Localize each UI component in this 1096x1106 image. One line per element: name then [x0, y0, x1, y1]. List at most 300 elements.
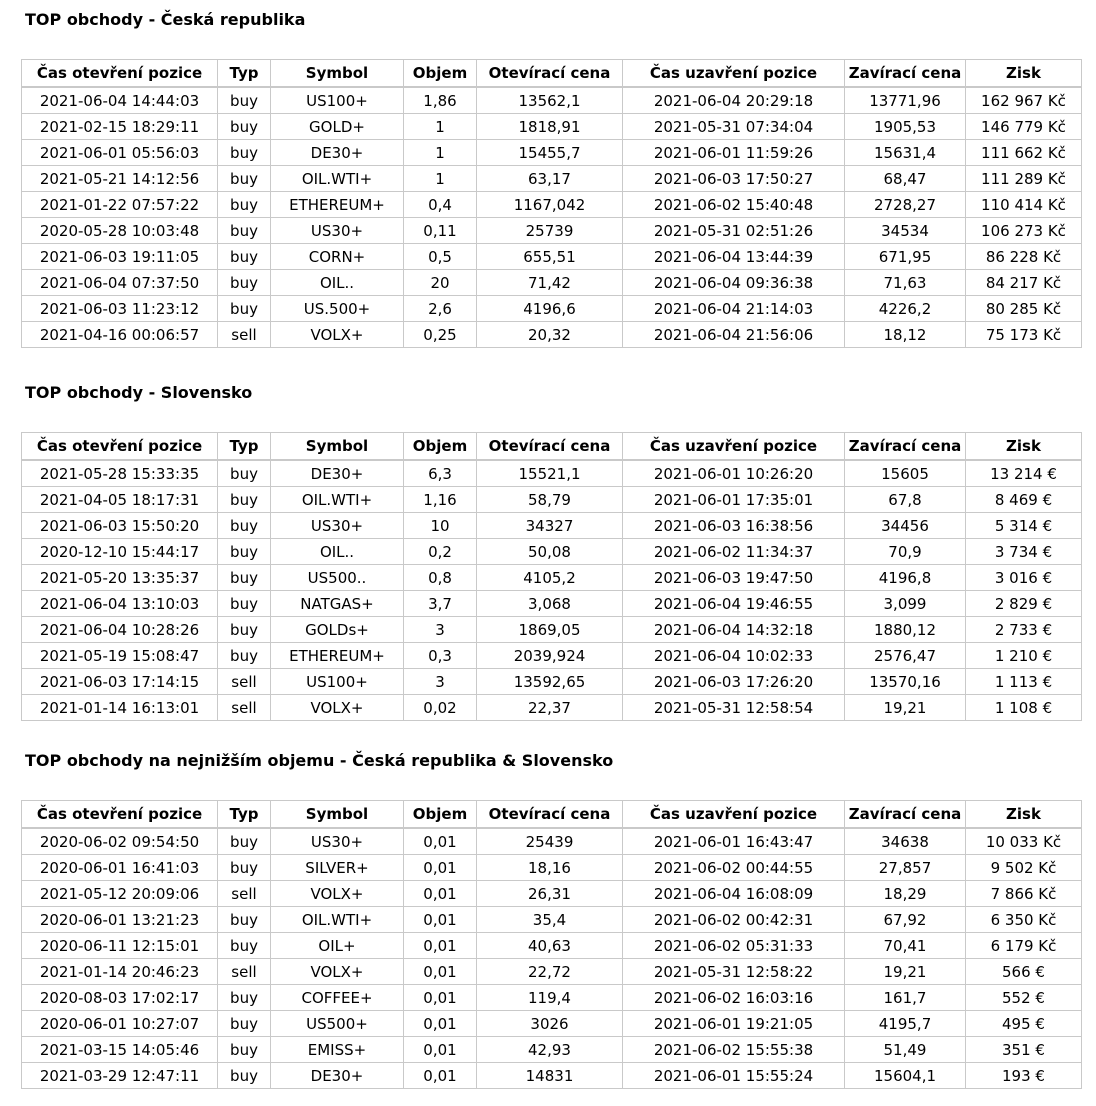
- cell-volume: 0,2: [404, 539, 477, 565]
- cell-close-time: 2021-05-31 02:51:26: [623, 218, 845, 244]
- cell-symbol: US30+: [271, 218, 404, 244]
- section-title: TOP obchody - Česká republika: [25, 10, 306, 29]
- column-header-type: Typ: [218, 433, 271, 461]
- column-header-symbol: Symbol: [271, 801, 404, 829]
- cell-close-price: 70,9: [845, 539, 966, 565]
- cell-open-price: 50,08: [477, 539, 623, 565]
- cell-open-price: 4196,6: [477, 296, 623, 322]
- cell-type: buy: [218, 643, 271, 669]
- cell-close-time: 2021-06-04 21:14:03: [623, 296, 845, 322]
- cell-type: buy: [218, 296, 271, 322]
- column-header-open-price: Otevírací cena: [477, 801, 623, 829]
- column-header-open-price: Otevírací cena: [477, 433, 623, 461]
- cell-volume: 0,4: [404, 192, 477, 218]
- cell-profit: 162 967 Kč: [966, 87, 1082, 114]
- cell-profit: 8 469 €: [966, 487, 1082, 513]
- cell-profit: 75 173 Kč: [966, 322, 1082, 348]
- cell-open-time: 2021-06-01 05:56:03: [22, 140, 218, 166]
- cell-open-time: 2021-01-22 07:57:22: [22, 192, 218, 218]
- cell-open-time: 2021-06-04 10:28:26: [22, 617, 218, 643]
- cell-profit: 495 €: [966, 1011, 1082, 1037]
- cell-volume: 0,3: [404, 643, 477, 669]
- trades-table: [21, 800, 1082, 1089]
- cell-open-price: 1167,042: [477, 192, 623, 218]
- cell-symbol: OIL.WTI+: [271, 487, 404, 513]
- cell-close-time: 2021-06-01 17:35:01: [623, 487, 845, 513]
- table-row: [22, 907, 1082, 933]
- cell-profit: 111 289 Kč: [966, 166, 1082, 192]
- column-header-volume: Objem: [404, 433, 477, 461]
- column-header-close-time: Čas uzavření pozice: [623, 433, 845, 461]
- table-row: [22, 460, 1082, 487]
- cell-open-time: 2020-12-10 15:44:17: [22, 539, 218, 565]
- column-header-type: Typ: [218, 801, 271, 829]
- cell-volume: 0,01: [404, 881, 477, 907]
- cell-close-time: 2021-06-04 10:02:33: [623, 643, 845, 669]
- cell-close-time: 2021-06-04 14:32:18: [623, 617, 845, 643]
- cell-open-time: 2021-06-04 13:10:03: [22, 591, 218, 617]
- cell-close-time: 2021-06-02 00:42:31: [623, 907, 845, 933]
- cell-close-price: 15604,1: [845, 1063, 966, 1089]
- cell-volume: 1: [404, 140, 477, 166]
- table-row: [22, 1037, 1082, 1063]
- cell-open-price: 26,31: [477, 881, 623, 907]
- cell-close-price: 18,29: [845, 881, 966, 907]
- cell-close-price: 4195,7: [845, 1011, 966, 1037]
- cell-volume: 1: [404, 114, 477, 140]
- cell-open-price: 14831: [477, 1063, 623, 1089]
- cell-close-time: 2021-05-31 12:58:54: [623, 695, 845, 721]
- cell-open-price: 42,93: [477, 1037, 623, 1063]
- cell-open-time: 2021-06-04 14:44:03: [22, 87, 218, 114]
- table-row: [22, 140, 1082, 166]
- cell-volume: 10: [404, 513, 477, 539]
- cell-profit: 86 228 Kč: [966, 244, 1082, 270]
- cell-symbol: DE30+: [271, 140, 404, 166]
- cell-type: buy: [218, 140, 271, 166]
- cell-open-price: 22,37: [477, 695, 623, 721]
- table-row: [22, 959, 1082, 985]
- cell-close-time: 2021-06-04 21:56:06: [623, 322, 845, 348]
- trades-table: [21, 59, 1082, 348]
- cell-open-time: 2021-06-03 15:50:20: [22, 513, 218, 539]
- cell-volume: 3,7: [404, 591, 477, 617]
- cell-open-time: 2021-06-03 17:14:15: [22, 669, 218, 695]
- cell-type: sell: [218, 322, 271, 348]
- cell-close-time: 2021-06-04 16:08:09: [623, 881, 845, 907]
- table-row: [22, 828, 1082, 855]
- cell-symbol: ETHEREUM+: [271, 192, 404, 218]
- cell-open-time: 2021-03-15 14:05:46: [22, 1037, 218, 1063]
- cell-open-time: 2021-05-21 14:12:56: [22, 166, 218, 192]
- table-row: [22, 669, 1082, 695]
- cell-type: sell: [218, 881, 271, 907]
- column-header-open-time: Čas otevření pozice: [22, 433, 218, 461]
- cell-type: sell: [218, 959, 271, 985]
- cell-open-price: 2039,924: [477, 643, 623, 669]
- cell-type: buy: [218, 166, 271, 192]
- cell-open-price: 13592,65: [477, 669, 623, 695]
- cell-symbol: COFFEE+: [271, 985, 404, 1011]
- cell-close-price: 70,41: [845, 933, 966, 959]
- cell-type: buy: [218, 1011, 271, 1037]
- cell-open-time: 2020-06-11 12:15:01: [22, 933, 218, 959]
- column-header-close-time: Čas uzavření pozice: [623, 60, 845, 88]
- cell-volume: 0,01: [404, 933, 477, 959]
- cell-volume: 1,86: [404, 87, 477, 114]
- cell-symbol: CORN+: [271, 244, 404, 270]
- cell-volume: 0,25: [404, 322, 477, 348]
- cell-type: buy: [218, 87, 271, 114]
- column-header-volume: Objem: [404, 801, 477, 829]
- table-row: [22, 487, 1082, 513]
- cell-profit: 5 314 €: [966, 513, 1082, 539]
- cell-close-price: 2728,27: [845, 192, 966, 218]
- cell-close-time: 2021-06-02 15:40:48: [623, 192, 845, 218]
- table-row: [22, 114, 1082, 140]
- column-header-type: Typ: [218, 60, 271, 88]
- cell-volume: 0,01: [404, 1011, 477, 1037]
- cell-close-time: 2021-06-01 11:59:26: [623, 140, 845, 166]
- cell-type: buy: [218, 270, 271, 296]
- cell-volume: 0,01: [404, 1063, 477, 1089]
- cell-open-price: 3026: [477, 1011, 623, 1037]
- cell-symbol: OIL.WTI+: [271, 907, 404, 933]
- cell-close-time: 2021-06-02 05:31:33: [623, 933, 845, 959]
- cell-open-time: 2020-08-03 17:02:17: [22, 985, 218, 1011]
- cell-profit: 13 214 €: [966, 460, 1082, 487]
- cell-close-price: 68,47: [845, 166, 966, 192]
- table-row: [22, 166, 1082, 192]
- cell-close-price: 13570,16: [845, 669, 966, 695]
- cell-close-time: 2021-06-02 00:44:55: [623, 855, 845, 881]
- table-header-row: [22, 433, 1082, 461]
- section-title: TOP obchody na nejnižším objemu - Česká republika & Slovensko: [25, 751, 614, 770]
- cell-type: buy: [218, 513, 271, 539]
- cell-open-time: 2020-06-01 10:27:07: [22, 1011, 218, 1037]
- table-row: [22, 192, 1082, 218]
- cell-volume: 0,02: [404, 695, 477, 721]
- cell-close-time: 2021-06-03 19:47:50: [623, 565, 845, 591]
- table-row: [22, 270, 1082, 296]
- cell-type: buy: [218, 192, 271, 218]
- table-row: [22, 1011, 1082, 1037]
- cell-volume: 3: [404, 669, 477, 695]
- column-header-close-price: Zavírací cena: [845, 60, 966, 88]
- column-header-profit: Zisk: [966, 433, 1082, 461]
- cell-symbol: DE30+: [271, 1063, 404, 1089]
- table-row: [22, 695, 1082, 721]
- table-row: [22, 244, 1082, 270]
- cell-close-price: 161,7: [845, 985, 966, 1011]
- cell-open-price: 25739: [477, 218, 623, 244]
- cell-open-price: 3,068: [477, 591, 623, 617]
- cell-type: buy: [218, 855, 271, 881]
- column-header-open-price: Otevírací cena: [477, 60, 623, 88]
- cell-close-price: 19,21: [845, 695, 966, 721]
- cell-profit: 566 €: [966, 959, 1082, 985]
- table-row: [22, 565, 1082, 591]
- cell-open-price: 655,51: [477, 244, 623, 270]
- cell-profit: 1 210 €: [966, 643, 1082, 669]
- cell-close-price: 4196,8: [845, 565, 966, 591]
- cell-symbol: US.500+: [271, 296, 404, 322]
- cell-open-price: 20,32: [477, 322, 623, 348]
- table-row: [22, 985, 1082, 1011]
- cell-volume: 3: [404, 617, 477, 643]
- trades-table: [21, 432, 1082, 721]
- section-title: TOP obchody - Slovensko: [25, 383, 253, 402]
- cell-symbol: DE30+: [271, 460, 404, 487]
- cell-type: sell: [218, 669, 271, 695]
- cell-profit: 84 217 Kč: [966, 270, 1082, 296]
- cell-symbol: EMISS+: [271, 1037, 404, 1063]
- cell-open-price: 22,72: [477, 959, 623, 985]
- cell-open-price: 119,4: [477, 985, 623, 1011]
- cell-open-price: 25439: [477, 828, 623, 855]
- column-header-close-price: Zavírací cena: [845, 801, 966, 829]
- table-row: [22, 933, 1082, 959]
- cell-symbol: OIL..: [271, 270, 404, 296]
- cell-volume: 0,8: [404, 565, 477, 591]
- cell-profit: 110 414 Kč: [966, 192, 1082, 218]
- cell-profit: 146 779 Kč: [966, 114, 1082, 140]
- cell-close-time: 2021-06-02 16:03:16: [623, 985, 845, 1011]
- table-header-row: [22, 60, 1082, 88]
- cell-close-price: 19,21: [845, 959, 966, 985]
- cell-open-time: 2020-05-28 10:03:48: [22, 218, 218, 244]
- cell-open-price: 1869,05: [477, 617, 623, 643]
- cell-type: buy: [218, 1063, 271, 1089]
- cell-profit: 6 350 Kč: [966, 907, 1082, 933]
- cell-symbol: VOLX+: [271, 695, 404, 721]
- cell-volume: 1,16: [404, 487, 477, 513]
- cell-open-time: 2020-06-01 13:21:23: [22, 907, 218, 933]
- cell-profit: 111 662 Kč: [966, 140, 1082, 166]
- cell-profit: 7 866 Kč: [966, 881, 1082, 907]
- cell-type: buy: [218, 591, 271, 617]
- cell-open-price: 18,16: [477, 855, 623, 881]
- table-row: [22, 513, 1082, 539]
- cell-open-price: 58,79: [477, 487, 623, 513]
- cell-symbol: US30+: [271, 828, 404, 855]
- cell-open-time: 2020-06-01 16:41:03: [22, 855, 218, 881]
- cell-close-time: 2021-05-31 07:34:04: [623, 114, 845, 140]
- column-header-symbol: Symbol: [271, 433, 404, 461]
- table-row: [22, 855, 1082, 881]
- cell-type: sell: [218, 695, 271, 721]
- cell-close-time: 2021-06-04 13:44:39: [623, 244, 845, 270]
- cell-volume: 0,5: [404, 244, 477, 270]
- table-row: [22, 617, 1082, 643]
- cell-symbol: OIL+: [271, 933, 404, 959]
- table-row: [22, 881, 1082, 907]
- cell-close-price: 34534: [845, 218, 966, 244]
- cell-profit: 552 €: [966, 985, 1082, 1011]
- cell-close-price: 67,8: [845, 487, 966, 513]
- table-row: [22, 322, 1082, 348]
- cell-close-price: 71,63: [845, 270, 966, 296]
- cell-type: buy: [218, 218, 271, 244]
- cell-symbol: GOLD+: [271, 114, 404, 140]
- cell-symbol: SILVER+: [271, 855, 404, 881]
- cell-close-price: 18,12: [845, 322, 966, 348]
- cell-symbol: GOLDs+: [271, 617, 404, 643]
- cell-open-time: 2021-05-28 15:33:35: [22, 460, 218, 487]
- table-row: [22, 296, 1082, 322]
- cell-open-time: 2021-06-04 07:37:50: [22, 270, 218, 296]
- cell-close-time: 2021-06-04 09:36:38: [623, 270, 845, 296]
- column-header-close-price: Zavírací cena: [845, 433, 966, 461]
- cell-close-price: 34638: [845, 828, 966, 855]
- cell-profit: 6 179 Kč: [966, 933, 1082, 959]
- cell-close-price: 1905,53: [845, 114, 966, 140]
- cell-profit: 1 108 €: [966, 695, 1082, 721]
- cell-close-price: 13771,96: [845, 87, 966, 114]
- cell-open-time: 2021-06-03 19:11:05: [22, 244, 218, 270]
- cell-type: buy: [218, 565, 271, 591]
- cell-volume: 20: [404, 270, 477, 296]
- cell-type: buy: [218, 985, 271, 1011]
- cell-close-time: 2021-06-01 10:26:20: [623, 460, 845, 487]
- cell-open-time: 2021-05-20 13:35:37: [22, 565, 218, 591]
- cell-close-price: 671,95: [845, 244, 966, 270]
- cell-type: buy: [218, 244, 271, 270]
- cell-open-price: 15521,1: [477, 460, 623, 487]
- cell-type: buy: [218, 828, 271, 855]
- cell-volume: 1: [404, 166, 477, 192]
- column-header-close-time: Čas uzavření pozice: [623, 801, 845, 829]
- cell-close-price: 34456: [845, 513, 966, 539]
- cell-type: buy: [218, 539, 271, 565]
- cell-close-price: 2576,47: [845, 643, 966, 669]
- cell-volume: 0,01: [404, 907, 477, 933]
- cell-profit: 2 733 €: [966, 617, 1082, 643]
- cell-profit: 3 734 €: [966, 539, 1082, 565]
- cell-open-price: 13562,1: [477, 87, 623, 114]
- cell-open-time: 2021-03-29 12:47:11: [22, 1063, 218, 1089]
- cell-open-price: 4105,2: [477, 565, 623, 591]
- cell-symbol: VOLX+: [271, 959, 404, 985]
- cell-profit: 2 829 €: [966, 591, 1082, 617]
- cell-open-time: 2021-01-14 16:13:01: [22, 695, 218, 721]
- cell-close-time: 2021-06-02 15:55:38: [623, 1037, 845, 1063]
- cell-type: buy: [218, 460, 271, 487]
- column-header-open-time: Čas otevření pozice: [22, 801, 218, 829]
- cell-volume: 0,01: [404, 959, 477, 985]
- cell-symbol: OIL.WTI+: [271, 166, 404, 192]
- cell-volume: 2,6: [404, 296, 477, 322]
- cell-open-price: 35,4: [477, 907, 623, 933]
- cell-open-price: 15455,7: [477, 140, 623, 166]
- cell-open-price: 40,63: [477, 933, 623, 959]
- cell-open-time: 2020-06-02 09:54:50: [22, 828, 218, 855]
- cell-close-time: 2021-06-01 19:21:05: [623, 1011, 845, 1037]
- cell-type: buy: [218, 933, 271, 959]
- cell-symbol: VOLX+: [271, 881, 404, 907]
- cell-close-price: 15631,4: [845, 140, 966, 166]
- cell-type: buy: [218, 617, 271, 643]
- cell-volume: 6,3: [404, 460, 477, 487]
- column-header-profit: Zisk: [966, 801, 1082, 829]
- cell-close-price: 4226,2: [845, 296, 966, 322]
- cell-volume: 0,01: [404, 855, 477, 881]
- cell-symbol: US30+: [271, 513, 404, 539]
- cell-close-time: 2021-06-03 17:50:27: [623, 166, 845, 192]
- cell-profit: 9 502 Kč: [966, 855, 1082, 881]
- cell-open-price: 63,17: [477, 166, 623, 192]
- cell-volume: 0,11: [404, 218, 477, 244]
- table-row: [22, 539, 1082, 565]
- cell-volume: 0,01: [404, 985, 477, 1011]
- cell-open-time: 2021-05-19 15:08:47: [22, 643, 218, 669]
- cell-profit: 193 €: [966, 1063, 1082, 1089]
- cell-open-time: 2021-04-05 18:17:31: [22, 487, 218, 513]
- cell-volume: 0,01: [404, 828, 477, 855]
- cell-open-time: 2021-02-15 18:29:11: [22, 114, 218, 140]
- cell-open-price: 34327: [477, 513, 623, 539]
- cell-type: buy: [218, 114, 271, 140]
- column-header-volume: Objem: [404, 60, 477, 88]
- cell-profit: 3 016 €: [966, 565, 1082, 591]
- column-header-symbol: Symbol: [271, 60, 404, 88]
- cell-open-time: 2021-05-12 20:09:06: [22, 881, 218, 907]
- cell-close-time: 2021-06-03 17:26:20: [623, 669, 845, 695]
- cell-profit: 1 113 €: [966, 669, 1082, 695]
- cell-symbol: US500..: [271, 565, 404, 591]
- cell-type: buy: [218, 487, 271, 513]
- cell-close-price: 15605: [845, 460, 966, 487]
- cell-open-time: 2021-06-03 11:23:12: [22, 296, 218, 322]
- cell-close-time: 2021-05-31 12:58:22: [623, 959, 845, 985]
- table-row: [22, 87, 1082, 114]
- cell-symbol: VOLX+: [271, 322, 404, 348]
- cell-symbol: US100+: [271, 87, 404, 114]
- cell-close-time: 2021-06-01 16:43:47: [623, 828, 845, 855]
- cell-close-price: 1880,12: [845, 617, 966, 643]
- cell-volume: 0,01: [404, 1037, 477, 1063]
- cell-profit: 106 273 Kč: [966, 218, 1082, 244]
- cell-close-time: 2021-06-04 19:46:55: [623, 591, 845, 617]
- cell-symbol: NATGAS+: [271, 591, 404, 617]
- table-row: [22, 591, 1082, 617]
- cell-profit: 80 285 Kč: [966, 296, 1082, 322]
- table-row: [22, 643, 1082, 669]
- cell-close-price: 67,92: [845, 907, 966, 933]
- cell-close-time: 2021-06-02 11:34:37: [623, 539, 845, 565]
- cell-type: buy: [218, 907, 271, 933]
- cell-close-time: 2021-06-04 20:29:18: [623, 87, 845, 114]
- cell-open-price: 1818,91: [477, 114, 623, 140]
- cell-close-time: 2021-06-03 16:38:56: [623, 513, 845, 539]
- cell-symbol: OIL..: [271, 539, 404, 565]
- cell-profit: 351 €: [966, 1037, 1082, 1063]
- cell-type: buy: [218, 1037, 271, 1063]
- table-header-row: [22, 801, 1082, 829]
- cell-close-time: 2021-06-01 15:55:24: [623, 1063, 845, 1089]
- cell-symbol: US100+: [271, 669, 404, 695]
- cell-open-price: 71,42: [477, 270, 623, 296]
- column-header-profit: Zisk: [966, 60, 1082, 88]
- table-row: [22, 1063, 1082, 1089]
- cell-close-price: 51,49: [845, 1037, 966, 1063]
- cell-profit: 10 033 Kč: [966, 828, 1082, 855]
- cell-open-time: 2021-04-16 00:06:57: [22, 322, 218, 348]
- cell-close-price: 27,857: [845, 855, 966, 881]
- cell-symbol: ETHEREUM+: [271, 643, 404, 669]
- column-header-open-time: Čas otevření pozice: [22, 60, 218, 88]
- cell-open-time: 2021-01-14 20:46:23: [22, 959, 218, 985]
